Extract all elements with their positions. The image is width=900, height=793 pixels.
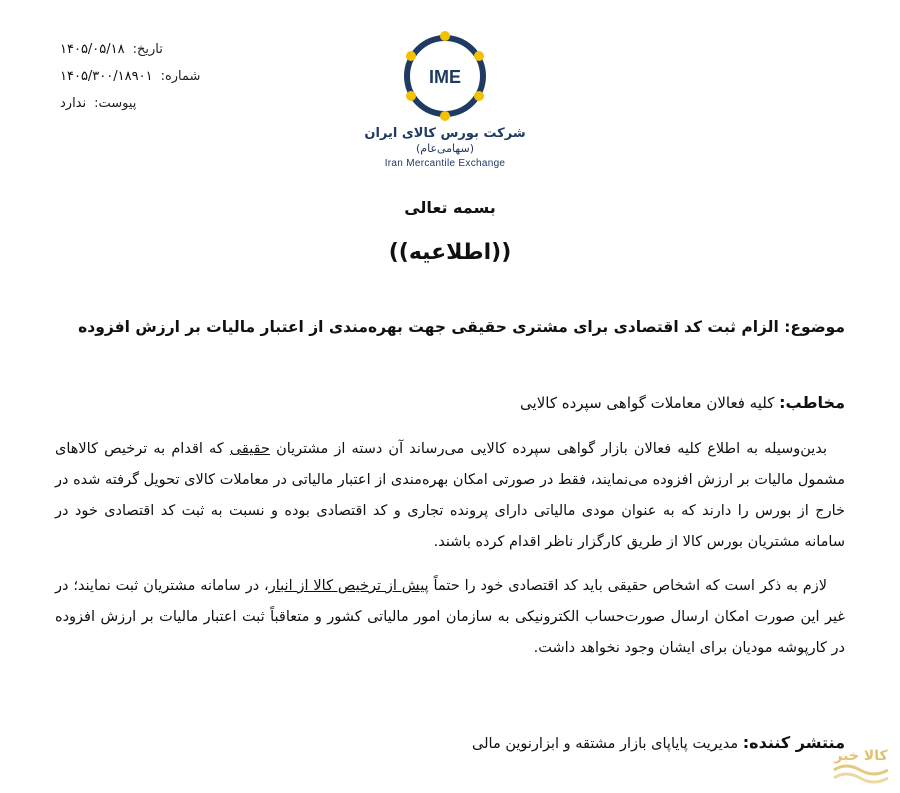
ime-emblem-icon: [399, 30, 491, 122]
logo-mark-text: IME: [428, 67, 462, 87]
date-value: ۱۴۰۵/۰۵/۱۸: [60, 42, 125, 57]
addressee-label: مخاطب:: [779, 393, 845, 412]
subject-line: موضوع: الزام ثبت کد اقتصادی برای مشتری حقیقی جهت بهره‌مندی از اعتبار مالیات بر ارزش افزوده: [78, 318, 845, 336]
attachment-value: ندارد: [60, 96, 87, 111]
addressee-line: [45, 393, 845, 412]
date-label: تاریخ:: [132, 42, 163, 57]
body-paragraph-2: [55, 571, 845, 664]
paragraph1-part2: که اقدام به ترخیص کالاهای مشمول مالیات بر ارزش افزوده می‌نمایند، فقط در صورتی امکان بهره‌مندی از اعتبار مالیاتی در معاملات کالای تحویل گرفته شده در خارج از بورس را دارند که به عنوان مودی مالیاتی دارای پرونده تجاری و کد اقتصادی بوده و نسبت به ثبت کد اقتصادی خود در سامانه مشتریان بورس کالا از طریق کارگزار ناظر اقدام کرده باشند.: [55, 441, 845, 550]
watermark-text: کالا خبر: [834, 748, 888, 764]
watermark-logo: [826, 740, 896, 785]
watermark-icon: [826, 740, 896, 785]
notice-title: ((اطلاعیه)): [388, 240, 512, 265]
number-row: [60, 63, 220, 90]
letter-metadata: [60, 36, 220, 117]
basmala: بسمه تعالی: [404, 198, 496, 217]
paragraph2-underlined: پیش از ترخیص کالا از انبار: [268, 578, 429, 594]
company-logo: [340, 30, 550, 170]
date-row: [60, 36, 220, 63]
attachment-row: [60, 90, 220, 117]
paragraph1-underlined: حقیقی: [229, 441, 270, 457]
paragraph2-part1: لازم به ذکر است که اشخاص حقیقی باید کد اقتصادی خود را حتماً: [428, 578, 828, 594]
logo-name-fa: [340, 126, 550, 156]
publisher-label: منتشر کننده:: [742, 733, 845, 752]
logo-name-en: Iran Mercantile Exchange: [384, 158, 506, 169]
publisher-value: مدیریت پایاپای بازار مشتقه و ابزارنوین مالی: [472, 736, 739, 752]
addressee-value: کلیه فعالان معاملات گواهی سپرده کالایی: [520, 394, 775, 412]
body-paragraph-1: [55, 434, 845, 558]
logo-name-fa-suffix: (سهامی‌عام): [415, 142, 474, 155]
attachment-label: پیوست:: [94, 96, 137, 111]
number-label: شماره:: [160, 69, 201, 84]
paragraph2-part2: ، در سامانه مشتریان ثبت نمایند؛ در غیر این صورت امکان ارسال صورت‌حساب الکترونیکی به سازمان امور مالیاتی کشور و متعاقباً ثبت اعتبار مالیات بر ارزش افزوده در کارپوشه مودیان برای ایشان وجود نخواهد داشت.: [55, 578, 845, 656]
publisher-line: [45, 733, 845, 752]
paragraph1-part1: بدین‌وسیله به اطلاع کلیه فعالان بازار گواهی سپرده کالایی می‌رساند آن دسته از مشتریان: [269, 441, 827, 457]
logo-name-fa-main: شرکت بورس کالای ایران: [364, 126, 526, 141]
number-value: ۱۴۰۵/۳۰۰/۱۸۹۰۱: [60, 69, 153, 84]
